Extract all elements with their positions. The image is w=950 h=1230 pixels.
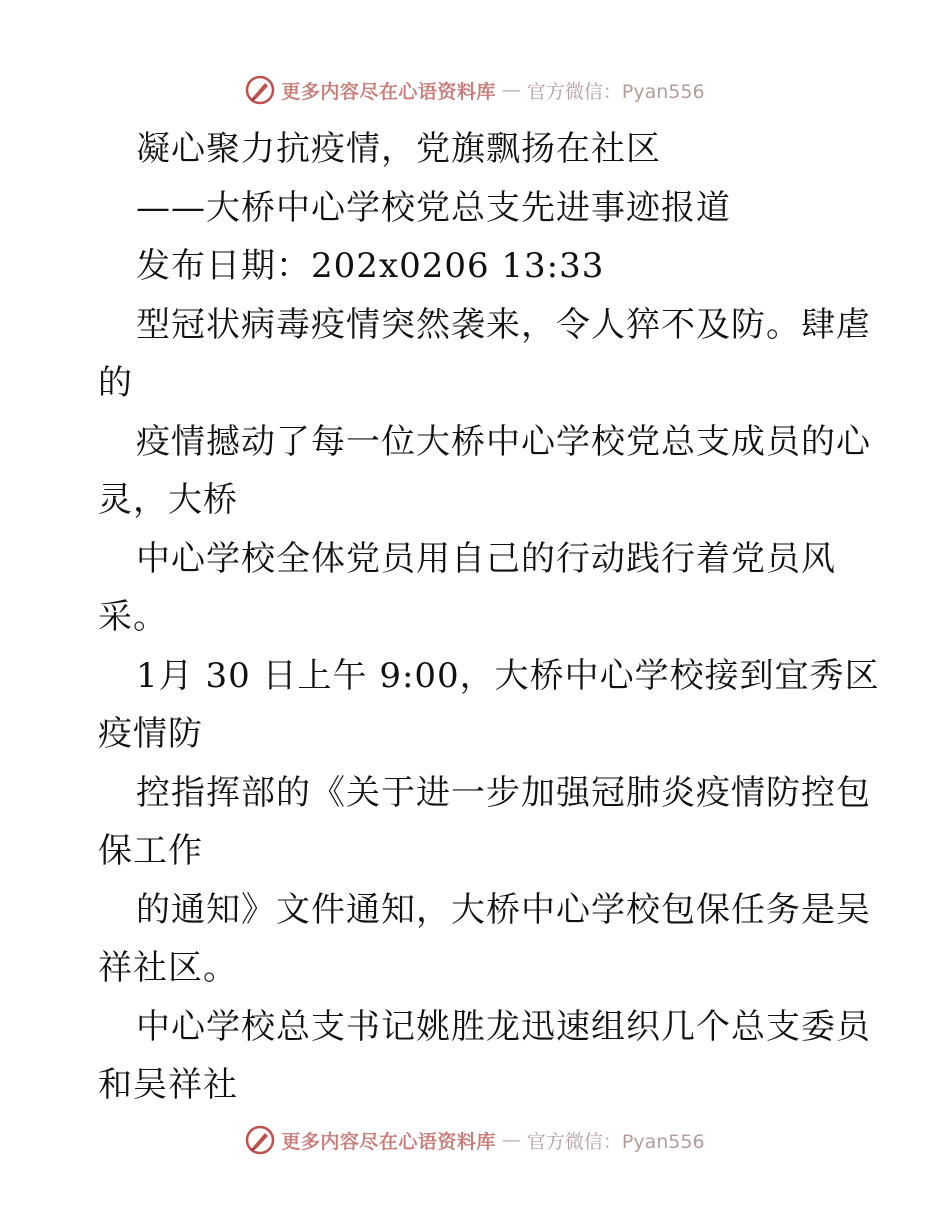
paragraph-line: 中心学校总支书记姚胜龙迅速组织几个总支委员 [136, 1006, 871, 1047]
paragraph-line: 疫情防 [98, 714, 203, 754]
paragraph-line: 型冠状病毒疫情突然袭来，令人猝不及防。肆虐 [136, 304, 871, 345]
watermark-contact-text: 官方微信：Pyan556 [526, 80, 705, 103]
paragraph-line: 保工作 [98, 831, 203, 871]
paragraph-line: 采。 [98, 597, 168, 637]
paragraph-line: 1月 30 日上午 9:00，大桥中心学校接到宜秀区 [136, 655, 880, 696]
publish-date: 发布日期：202x0206 13:33 [136, 246, 605, 286]
paragraph-line: 控指挥部的《关于进一步加强冠肺炎疫情防控包 [136, 772, 871, 813]
pen-logo-icon [245, 1125, 275, 1155]
header-watermark [0, 70, 950, 110]
paragraph-line: 的 [98, 363, 133, 403]
paragraph-line: 和吴祥社 [98, 1065, 238, 1105]
paragraph-line: 疫情撼动了每一位大桥中心学校党总支成员的心 [136, 421, 871, 462]
document-body [98, 120, 880, 1115]
paragraph-line: 中心学校全体党员用自己的行动践行着党员风 [136, 538, 836, 579]
pen-logo-icon [245, 75, 275, 105]
watermark-site-text: 更多内容尽在心语资料库 [281, 80, 496, 103]
document-title: 凝心聚力抗疫情，党旗飘扬在社区 [136, 129, 661, 169]
paragraph-line: 祥社区。 [98, 948, 238, 988]
watermark-dash: — [501, 79, 521, 101]
footer-watermark [0, 1120, 950, 1160]
watermark-dash: — [501, 1129, 521, 1151]
watermark-contact-text: 官方微信：Pyan556 [526, 1130, 705, 1153]
document-subtitle: ——大桥中心学校党总支先进事迹报道 [136, 187, 731, 228]
paragraph-line: 的通知》文件通知，大桥中心学校包保任务是吴 [136, 889, 871, 930]
watermark-site-text: 更多内容尽在心语资料库 [281, 1130, 496, 1153]
paragraph-line: 灵，大桥 [98, 480, 238, 520]
